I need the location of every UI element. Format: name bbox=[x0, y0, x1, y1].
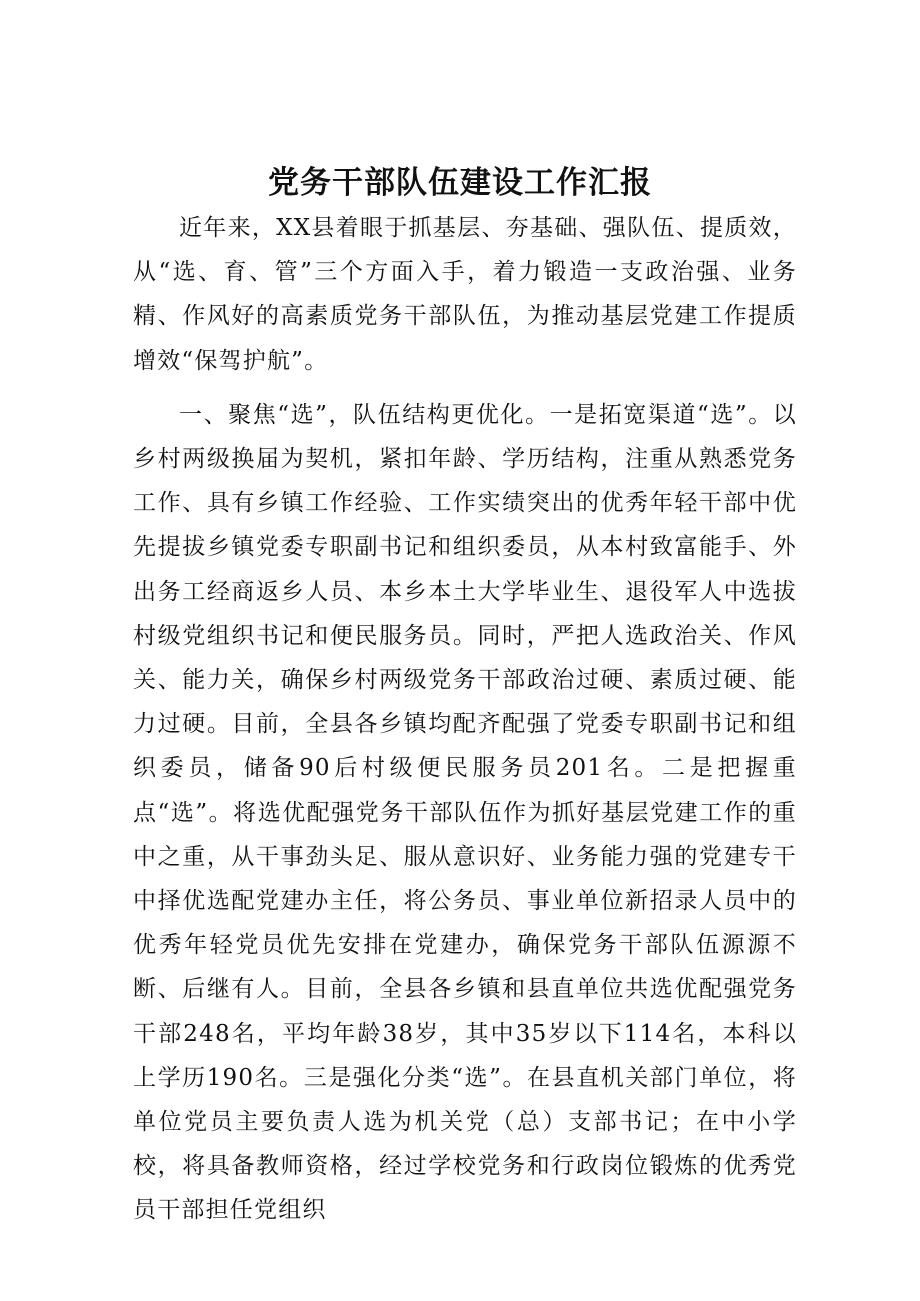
paragraph-intro: 近年来，XX县着眼于抓基层、夯基础、强队伍、提质效，从“选、育、管”三个方面入手，着力锻造一支政治强、业务精、作风好的高素质党务干部队伍，为推动基层党建工作提质增效“保驾护航”。 bbox=[133, 215, 797, 374]
paragraph-section-one: 一、聚焦“选”，队伍结构更优化。一是拓宽渠道“选”。以乡村两级换届为契机，紧扣年龄、学历结构，注重从熟悉党务工作、具有乡镇工作经验、工作实绩突出的优秀年轻干部中优先提拔乡镇党委专职副书记和组织委员，从本村致富能手、外出务工经商返乡人员、本乡本土大学毕业生、退役军人中选拔村级党组织书记和便民服务员。同时，严把人选政治关、作风关、能力关，确保乡村两级党务干部政治过硬、素质过硬、能力过硬。目前，全县各乡镇均配齐配强了党委专职副书记和组织委员，储备90后村级便民服务员201名。二是把握重点“选”。将选优配强党务干部队伍作为抓好基层党建工作的重中之重，从干事劲头足、服从意识好、业务能力强的党建专干中择优选配党建办主任，将公务员、事业单位新招录人员中的优秀年轻党员优先安排在党建办，确保党务干部队伍源源不断、后继有人。目前，全县各乡镇和县直单位共选优配强党务干部248名，平均年龄38岁，其中35岁以下114名，本科以上学历190名。三是强化分类“选”。在县直机关部门单位，将单位党员主要负责人选为机关党（总）支部书记；在中小学校，将具备教师资格，经过学校党务和行政岗位锻炼的优秀党员干部担任党组织 bbox=[133, 401, 797, 1224]
document-body bbox=[133, 206, 797, 1233]
document-title: 党务干部队伍建设工作汇报 bbox=[268, 165, 652, 201]
